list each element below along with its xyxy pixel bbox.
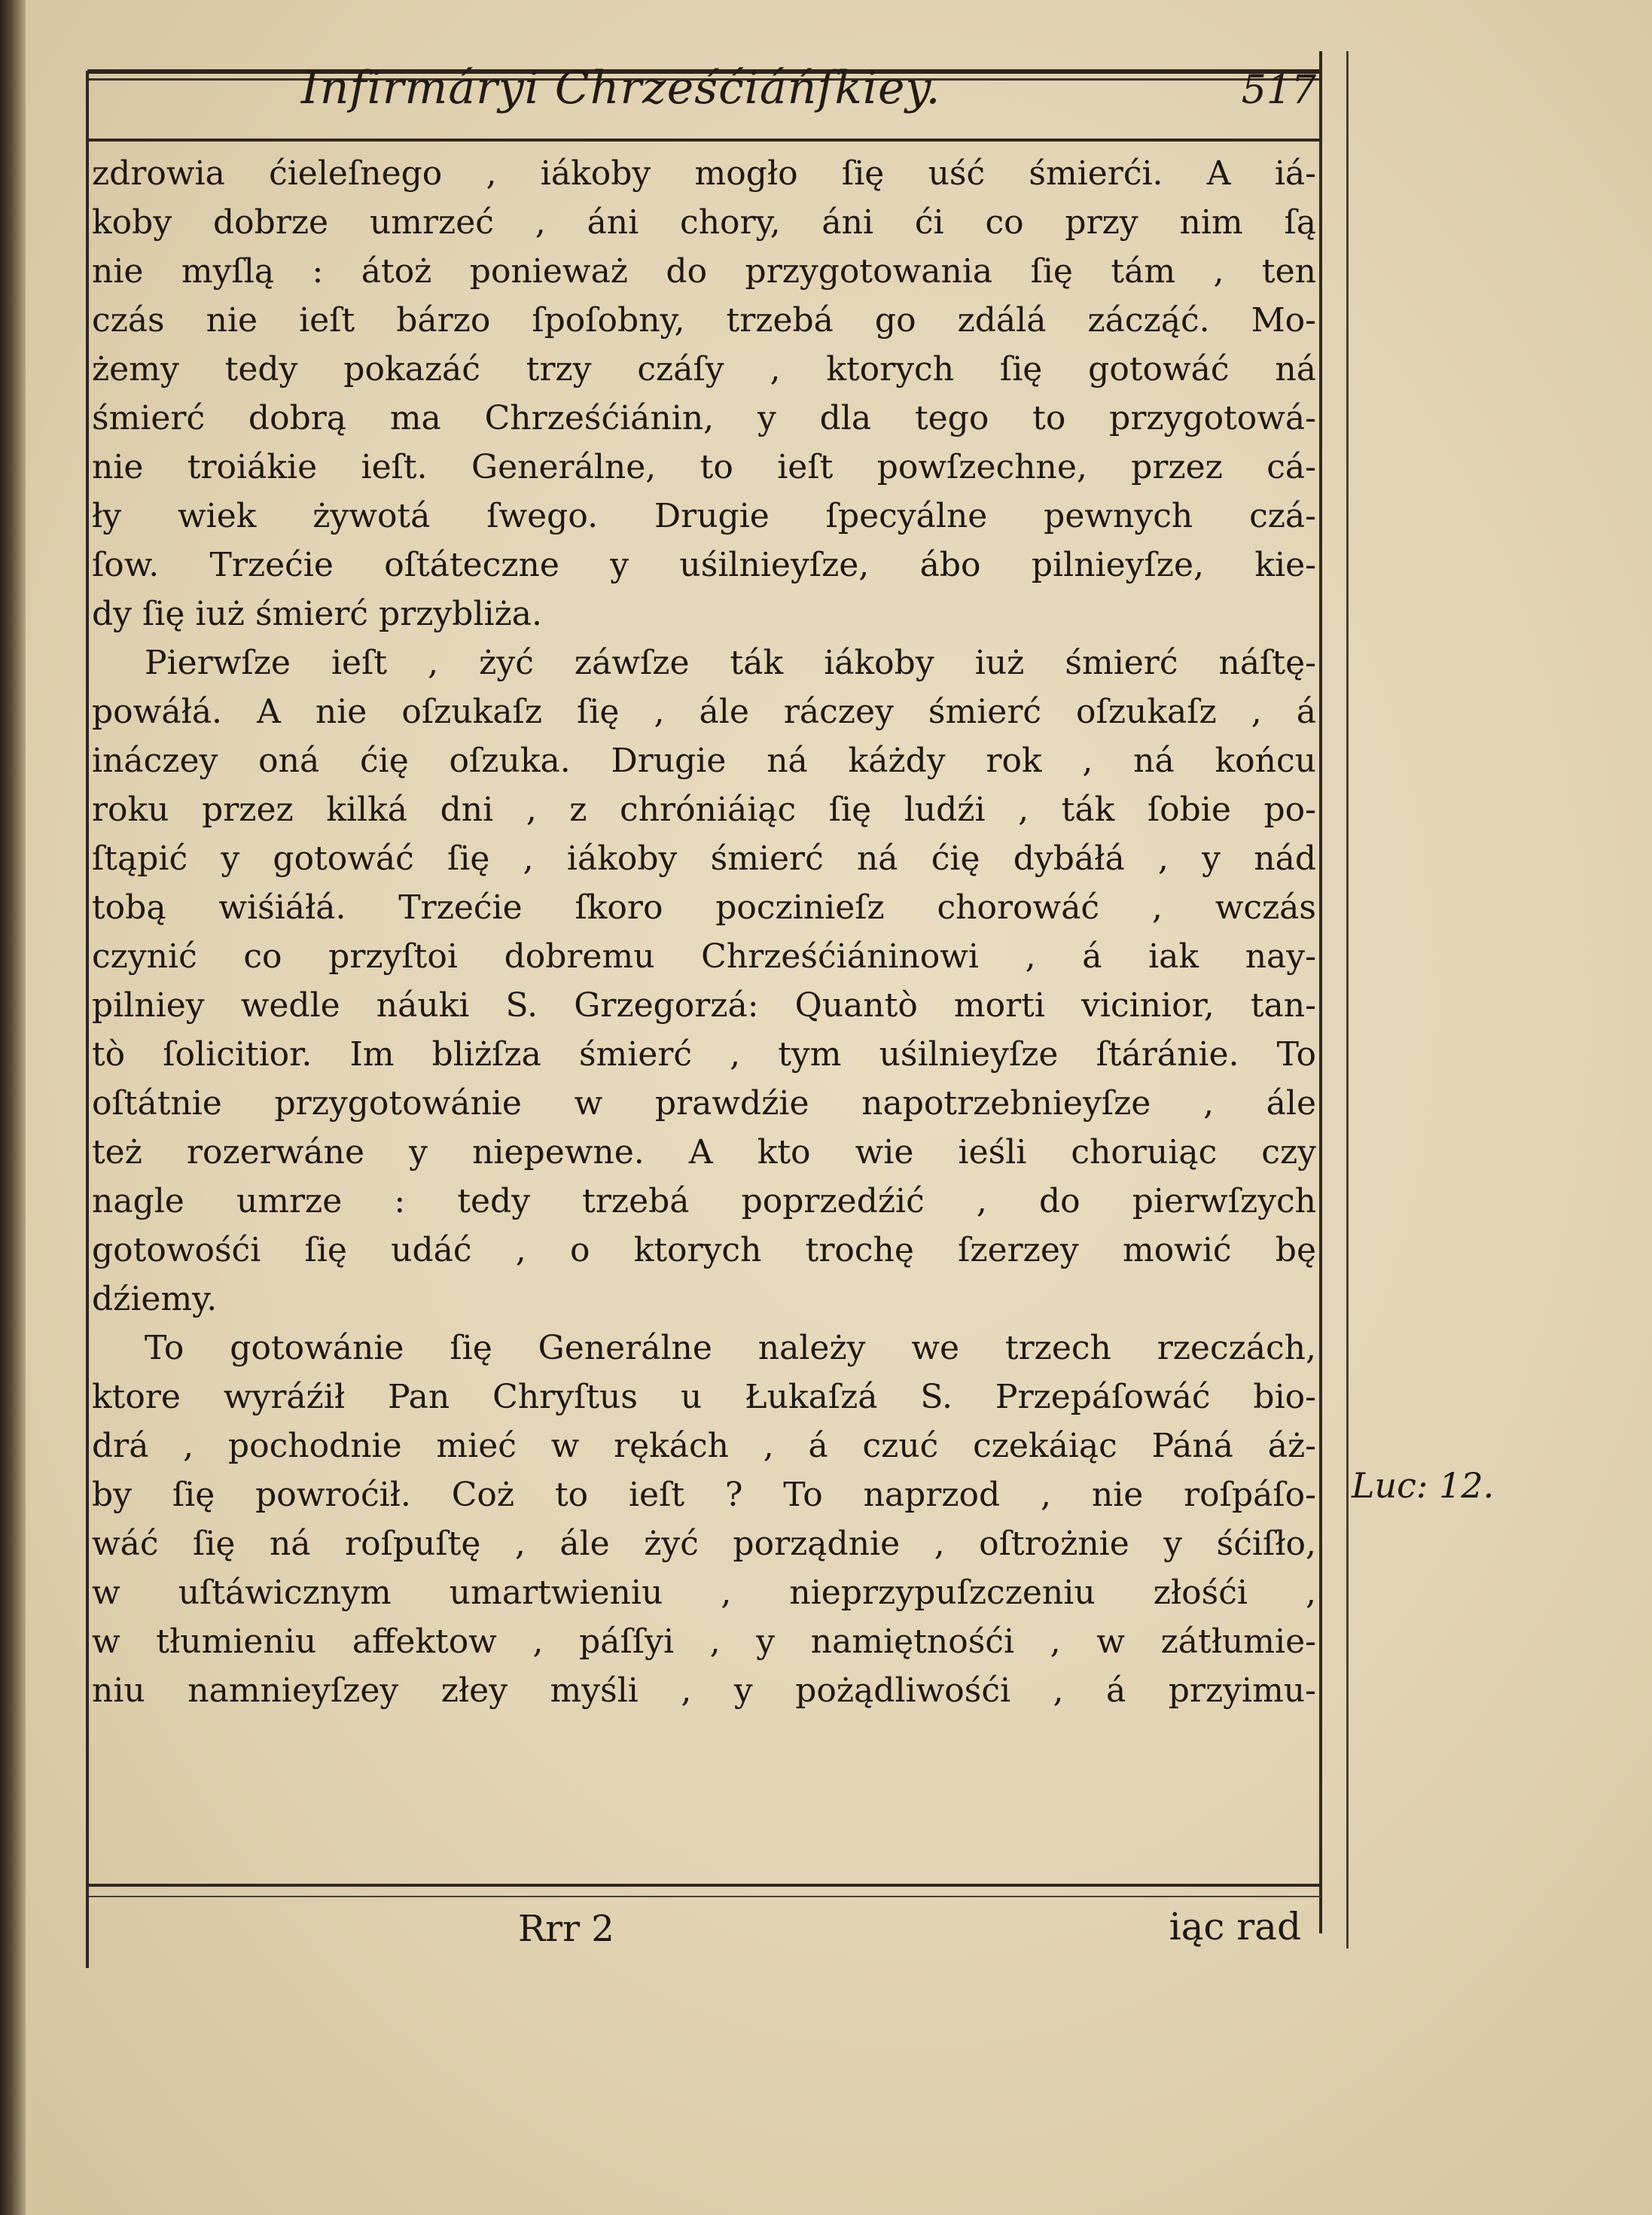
text-line: powáłá. A nie oſzukaſz ſię , ále ráczey śmierć oſzukaſz , á xyxy=(92,693,1316,731)
text-line: ináczey oná ćię oſzuka. Drugie ná káżdy rok , ná końcu xyxy=(92,742,1316,780)
text-line: roku przez kilká dni , z chróniáiąc ſię ludźi , ták ſobie po- xyxy=(92,791,1316,829)
text-line: Pierwſze ieſt , żyć záwſze ták iákoby iuż śmierć náſtę- xyxy=(145,644,1316,682)
text-line: nie myſlą : átoż ponieważ do przygotowania ſię tám , ten xyxy=(92,252,1316,291)
text-line: tò ſolicitior. Im bliżſza śmierć , tym uśilnieyſze ſtáránie. To xyxy=(92,1035,1316,1074)
text-line: dy ſię iuż śmierć przybliża. xyxy=(92,595,542,633)
text-line: ły wiek żywotá ſwego. Drugie ſpecyálne pewnych czá- xyxy=(92,497,1316,535)
header-rule xyxy=(89,139,1321,142)
page-number: 517 xyxy=(1241,68,1316,113)
text-line: tobą wiśiáłá. Trzećie ſkoro poczinieſz chorowáć , wczás xyxy=(92,888,1316,927)
catchword: iąc rad xyxy=(1169,1905,1301,1948)
text-line: czynić co przyſtoi dobremu Chrześćiáninowi , á iak nay- xyxy=(92,937,1316,976)
text-line: drá , pochodnie mieć w rękách , á czuć czekáiąc Páná áż- xyxy=(92,1427,1316,1465)
body-text xyxy=(92,149,1316,1715)
signature-mark: Rrr 2 xyxy=(518,1908,614,1950)
text-line: śmierć dobrą ma Chrześćiánin, y dla tego to przygotowá- xyxy=(92,399,1316,437)
text-line: też rozerwáne y niepewne. A kto wie ieśli choruiąc czy xyxy=(92,1133,1316,1171)
footer-rule-lower xyxy=(89,1896,1321,1897)
text-line: dźiemy. xyxy=(92,1280,218,1318)
text-line: oſtátnie przygotowánie w prawdźie napotrzebnieyſze , ále xyxy=(92,1084,1316,1123)
text-line: ktore wyráźił Pan Chryſtus u Łukaſzá S. Przepáſowáć bio- xyxy=(92,1378,1316,1416)
text-line: w tłumieniu affektow , páſſyi , y namiętnośći , w zátłumie- xyxy=(92,1622,1316,1661)
text-line: zdrowia ćieleſnego , iákoby mogło ſię uść śmierći. A iá- xyxy=(92,154,1316,193)
frame-right-rule-outer xyxy=(1346,51,1349,1948)
text-line: To gotowánie ſię Generálne należy we trzech rzeczách, xyxy=(145,1329,1316,1367)
text-line: ſtąpić y gotowáć ſię , iákoby śmierć ná ćię dybáłá , y nád xyxy=(92,839,1316,878)
text-line: czás nie ieſt bárzo ſpoſobny, trzebá go zdálá záczą́ć. Mo- xyxy=(92,301,1316,340)
binding-gutter xyxy=(0,0,26,2215)
running-title: Infirmáryi Chrześćiáńſkiey. xyxy=(301,62,941,114)
text-line: żemy tedy pokazáć trzy czáſy , ktorych ſię gotowáć ná xyxy=(92,350,1316,388)
frame-left-rule xyxy=(86,71,89,1968)
text-line: nagle umrze : tedy trzebá poprzedźić , do pierwſzych xyxy=(92,1182,1316,1220)
text-line: gotowośći ſię udáć , o ktorych trochę ſzerzey mowić bę xyxy=(92,1231,1316,1269)
text-line: nie troiákie ieſt. Generálne, to ieſt powſzechne, przez cá- xyxy=(92,448,1316,486)
text-line: niu namnieyſzey złey myśli , y pożądliwośći , á przyimu- xyxy=(92,1671,1316,1710)
text-line: w uſtáwicznym umartwieniu , nieprzypuſzczeniu złośći , xyxy=(92,1574,1316,1612)
footer-rule xyxy=(89,1884,1321,1887)
text-line: wáć ſię ná roſpuſtę , ále żyć porządnie , oſtrożnie y śćiſło, xyxy=(92,1525,1316,1563)
text-line: by ſię powroćił. Coż to ieſt ? To naprzod , nie roſpáſo- xyxy=(92,1476,1316,1514)
margin-note: Luc: 12. xyxy=(1352,1465,1495,1506)
text-line: ſow. Trzećie oſtáteczne y uśilnieyſze, ábo pilnieyſze, kie- xyxy=(92,546,1316,584)
frame-right-rule xyxy=(1319,51,1322,1933)
text-line: pilniey wedle náuki S. Grzegorzá: Quantò morti vicinior, tan- xyxy=(92,986,1316,1025)
text-line: koby dobrze umrzeć , áni chory, áni ći co przy nim ſą xyxy=(92,203,1316,242)
